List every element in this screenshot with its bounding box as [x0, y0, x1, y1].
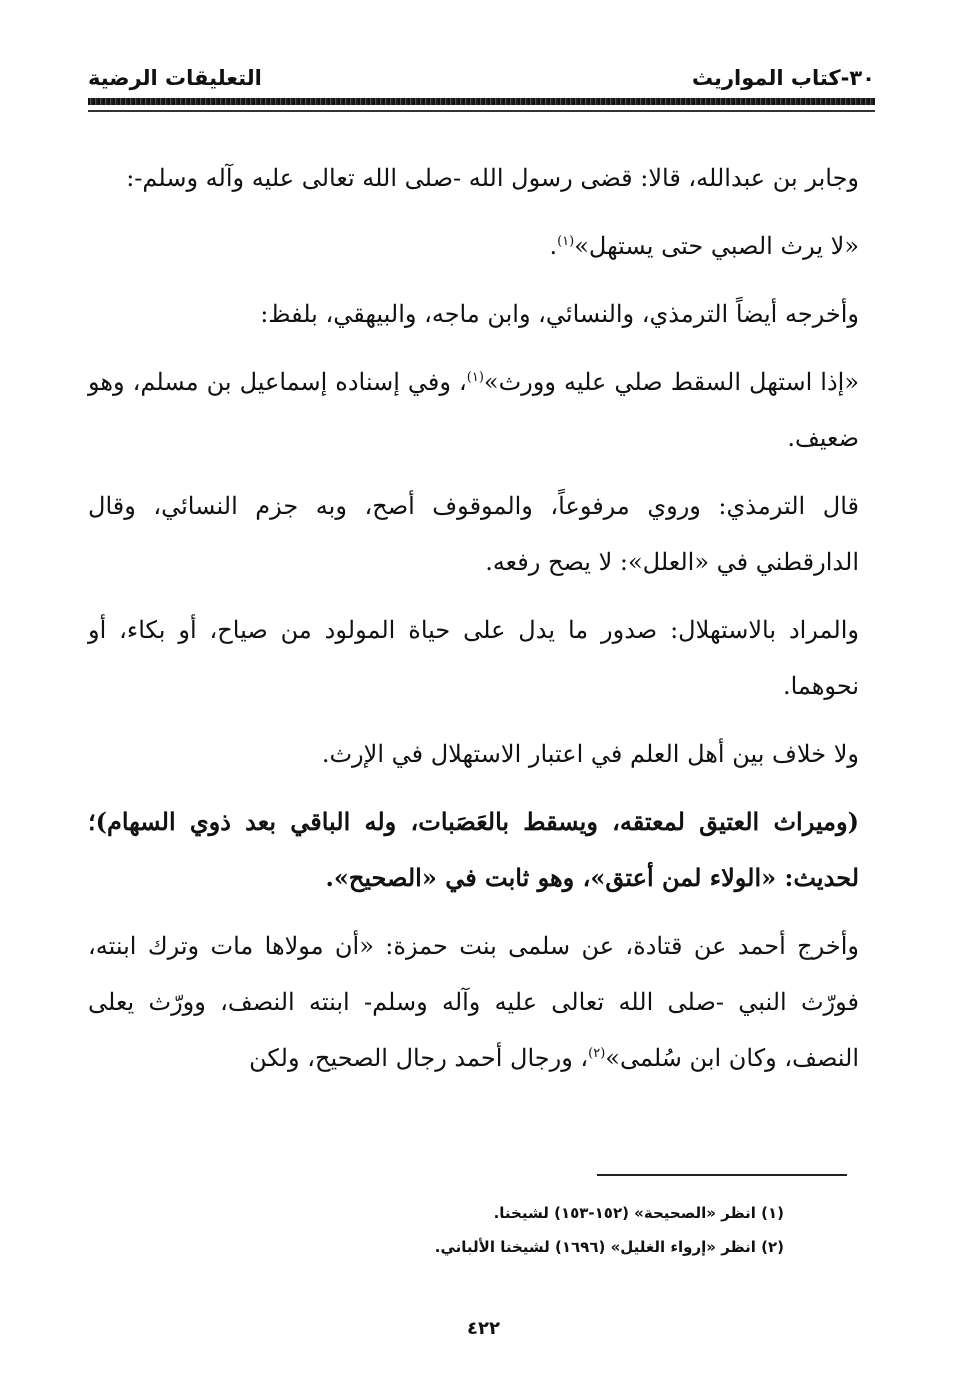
footnote-ref: (٢)	[588, 1046, 606, 1061]
paragraph: (وميراث العتيق لمعتقه، ويسقط بالعَصَبات، وله الباقي بعد ذوي السهام)؛ لحديث: «الولاء لمن أعتق»، وهو ثابت في «الصحيح».	[88, 807, 859, 892]
paragraph: وجابر بن عبدالله، قالا: قضى رسول الله -صلى الله تعالى عليه وآله وسلم-:	[126, 164, 859, 192]
footnote: (٢) انظر «إرواء الغليل» (١٦٩٦) لشيخنا الألباني.	[434, 1238, 784, 1256]
paragraph: وأخرجه أيضاً الترمذي، والنسائي، وابن ماجه، والبيهقي، بلفظ:	[260, 300, 859, 328]
paragraph: ولا خلاف بين أهل العلم في اعتبار الاستهلال في الإرث.	[321, 740, 859, 768]
page-number: ٤٢٢	[467, 1318, 500, 1339]
paragraph: «إذا استهل السقط صلي عليه وورث»$^{(١)}$، وفي إسناده إسماعيل بن مسلم، وهو ضعيف.	[88, 368, 860, 452]
paragraph: وأخرج أحمد عن قتادة، عن سلمى بنت حمزة: «أن مولاها مات وترك ابنته، فورّث النبي -صلى الله تعالى عليه وآله وسلم- ابنته النصف، وورّث يعلى النصف، وكان ابن سُلمى»$^{(٢)}$، ورجال أحمد رجال الصحيح، ولكن	[88, 932, 859, 1072]
paragraph: «لا يرث الصبي حتى يستهل»$^{(١)}$.	[549, 232, 859, 260]
footnote-separator	[597, 1174, 847, 1176]
chapter-title: ٣٠-كتاب المواريث	[691, 66, 875, 90]
footnote-ref: (١)	[466, 370, 484, 385]
paragraph: قال الترمذي: وروي مرفوعاً، والموقوف أصح، وبه جزم النسائي، وقال الدارقطني في «العلل»: لا يصح رفعه.	[88, 492, 859, 576]
footnotes	[300, 1196, 784, 1264]
footnote-ref: (١)	[557, 234, 575, 249]
footnote: (١) انظر «الصحيحة» (١٥٢-١٥٣) لشيخنا.	[493, 1204, 784, 1222]
header-rule-thin	[88, 110, 875, 112]
running-header	[88, 62, 875, 94]
body-text	[88, 150, 859, 1098]
header-rule	[88, 98, 875, 105]
book-title: التعليقات الرضية	[88, 66, 262, 90]
paragraph: والمراد بالاستهلال: صدور ما يدل على حياة المولود من صياح، أو بكاء، أو نحوهما.	[88, 616, 859, 700]
